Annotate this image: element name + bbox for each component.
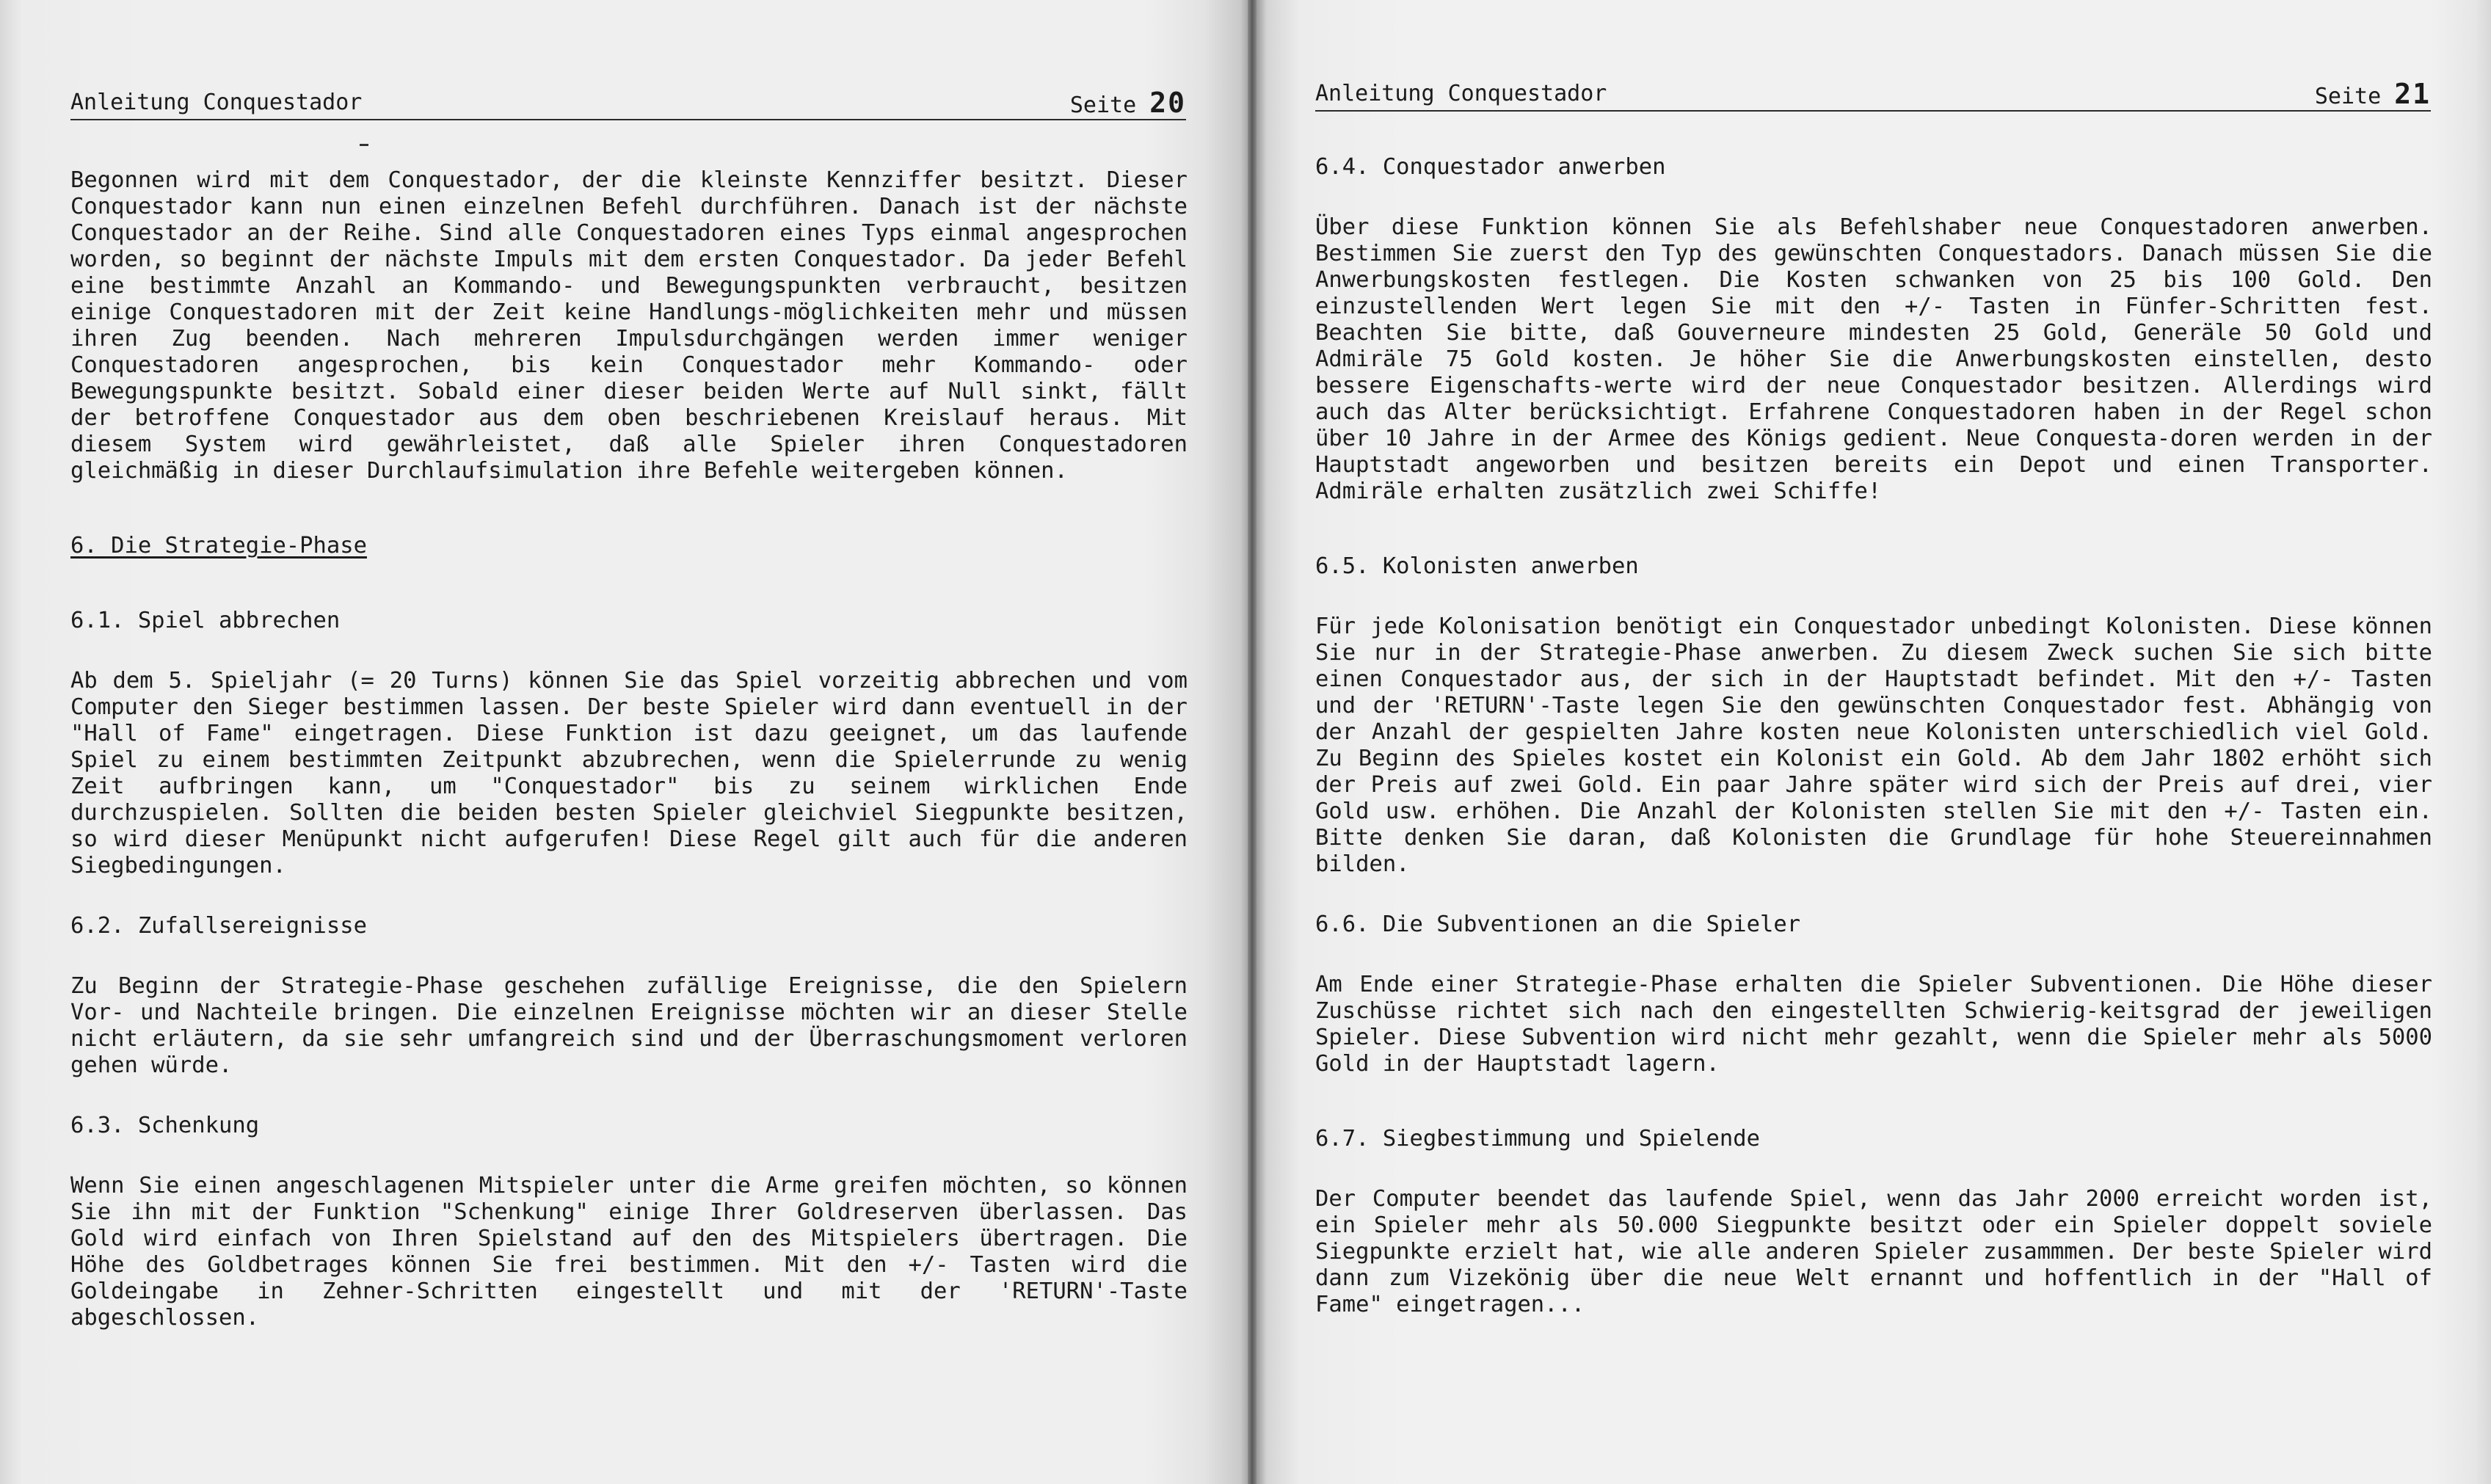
heading-6-6: 6.6. Die Subventionen an die Spieler — [1315, 912, 1801, 937]
heading-6-2: 6.2. Zufallsereignisse — [70, 913, 367, 939]
stray-mark — [360, 144, 368, 146]
left-header-page — [1070, 87, 1186, 122]
heading-6-1: 6.1. Spiel abbrechen — [70, 608, 341, 633]
paragraph-6-5: Für jede Kolonisation benötigt ein Conquestador unbedingt Kolonisten. Diese können Sie nur in der Strategie-Phase anwerben. Zu diesem Zweck suchen Sie sich bitte einen Conquestador aus, der sich in der Hauptstadt befindet. Mit den +/- Tasten und der 'RETURN'-Taste legen Sie den gewünschten Conquestador fest. Abhängig von der Anzahl der gespielten Jahre kosten neue Kolonisten unterschiedlich viel Gold. Zu Beginn des Spieles kostet ein Kolonist ein Gold. Ab dem Jahr 1802 erhöht sich der Preis auf zwei Gold. Ein paar Jahre später wird sich der Preis auf drei, vier Gold usw. erhöhen. Die Anzahl der Kolonisten stellen Sie mit den +/- Tasten ein. Bitte denken Sie daran, daß Kolonisten die Grundlage für hohe Steuereinnahmen bilden. — [1315, 614, 2432, 877]
heading-6-5: 6.5. Kolonisten anwerben — [1315, 553, 1639, 579]
heading-6-3: 6.3. Schenkung — [70, 1113, 260, 1138]
left-page-number: 20 — [1149, 87, 1186, 119]
right-page-header — [1315, 78, 2431, 112]
book-gutter — [1248, 0, 1257, 1484]
right-page-number: 21 — [2394, 78, 2431, 110]
paragraph-6-3: Wenn Sie einen angeschlagenen Mitspieler unter die Arme greifen möchten, so können Sie ihn mit der Funktion "Schenkung" einige Ihrer Goldreserven überlassen. Das Gold wird einfach von Ihren Spielstand auf den des Mitspielers übertragen. Die Höhe des Goldbetrages können Sie frei bestimmen. Mit den +/- Tasten wird die Goldeingabe in Zehner-Schritten eingestellt und mit der 'RETURN'-Taste abgeschlossen. — [70, 1173, 1188, 1331]
right-header-title: Anleitung Conquestador — [1315, 81, 1607, 106]
heading-6-4: 6.4. Conquestador anwerben — [1315, 154, 1666, 180]
left-page-label: Seite — [1069, 92, 1137, 118]
section-heading-strategie-phase: 6. Die Strategie-Phase — [70, 533, 367, 559]
right-page-content — [1315, 154, 2432, 1318]
heading-6-7: 6.7. Siegbestimmung und Spielende — [1315, 1126, 1760, 1152]
paragraph-6-4: Über diese Funktion können Sie als Befehlshaber neue Conquestadoren anwerben. Bestimmen Sie zuerst den Typ des gewünschten Conquestadors. Danach müssen Sie die Anwerbungskosten festlegen. Die Kosten schwanken von 25 bis 100 Gold. Den einzustellenden Wert legen Sie mit den +/- Tasten in Fünfer-Schritten fest. Beachten Sie bitte, daß Gouverneure mindesten 25 Gold, Generäle 50 Gold und Admiräle 75 Gold kosten. Je höher Sie die Anwerbungskosten einstellen, desto bessere Eigenschafts-werte wird der neue Conquestador besitzen. Allerdings wird auch das Alter berücksichtigt. Erfahrene Conquestadoren haben in der Regel schon über 10 Jahre in der Armee des Königs gedient. Neue Conquesta-doren werden in der Hauptstadt angeworben und besitzen bereits ein Depot und einen Transporter. Admiräle erhalten zusätzlich zwei Schiffe! — [1315, 214, 2432, 504]
left-header-title: Anleitung Conquestador — [70, 90, 363, 115]
intro-paragraph: Begonnen wird mit dem Conquestador, der die kleinste Kennziffer besitzt. Dieser Conquestador kann nun einen einzelnen Befehl durchführen. Danach ist der nächste Conquestador an der Reihe. Sind alle Conquestadoren eines Typs einmal angesprochen worden, so beginnt der nächste Impuls mit dem ersten Conquestador. Da jeder Befehl eine bestimmte Anzahl an Kommando- und Bewegungspunkten verbraucht, besitzen einige Conquestadoren mit der Zeit keine Handlungs-möglichkeiten mehr und müssen ihren Zug beenden. Nach mehreren Impulsdurchgängen werden immer weniger Conquestadoren angesprochen, bis kein Conquestador mehr Kommando- oder Bewegungspunkte besitzt. Sobald einer dieser beiden Werte auf Null sinkt, fällt der betroffene Conquestador aus dem oben beschriebenen Kreislauf heraus. Mit diesem System wird gewährleistet, daß alle Spieler ihren Conquestadoren gleichmäßig in dieser Durchlaufsimulation ihre Befehle weitergeben können. — [70, 167, 1188, 484]
right-page-label: Seite — [2314, 84, 2382, 109]
paragraph-6-1: Ab dem 5. Spieljahr (= 20 Turns) können Sie das Spiel vorzeitig abbrechen und vom Computer den Sieger bestimmen lassen. Der beste Spieler wird dann eventuell in der "Hall of Fame" eingetragen. Diese Funktion ist dazu geeignet, um das laufende Spiel zu einem bestimmten Zeitpunkt abzubrechen, wenn die Spielerrunde zu wenig Zeit aufbringen kann, um "Conquestador" bis zu seinem wirklichen Ende durchzuspielen. Sollten die beiden besten Spieler gleichviel Siegpunkte besitzen, so wird dieser Menüpunkt nicht aufgerufen! Diese Regel gilt auch für die anderen Siegbedingungen. — [70, 668, 1188, 879]
paragraph-6-6: Am Ende einer Strategie-Phase erhalten die Spieler Subventionen. Die Höhe dieser Zuschüsse richtet sich nach den eingestellten Schwierig-keitsgrad der jeweiligen Spieler. Diese Subvention wird nicht mehr gezahlt, wenn die Spieler mehr als 5000 Gold in der Hauptstadt lagern. — [1315, 972, 2432, 1077]
left-page-content — [70, 167, 1188, 1331]
paragraph-6-7: Der Computer beendet das laufende Spiel, wenn das Jahr 2000 erreicht worden ist, ein Spieler mehr als 50.000 Siegpunkte besitzt oder ein Spieler doppelt soviele Siegpunkte erzielt hat, wie alle anderen Spieler zusammmen. Der beste Spieler wird dann zum Vizekönig über die neue Welt ernannt und hoffentlich in der "Hall of Fame" eingetragen... — [1315, 1186, 2432, 1317]
paragraph-6-2: Zu Beginn der Strategie-Phase geschehen zufällige Ereignisse, die den Spielern Vor- und Nachteile bringen. Die einzelnen Ereignisse möchten wir an dieser Stelle nicht erläutern, da sie sehr umfangreich sind und der Überraschungsmoment verloren gehen würde. — [70, 973, 1188, 1078]
left-page-header — [70, 87, 1186, 120]
right-header-page — [2315, 78, 2431, 113]
right-page — [1257, 0, 2491, 1484]
